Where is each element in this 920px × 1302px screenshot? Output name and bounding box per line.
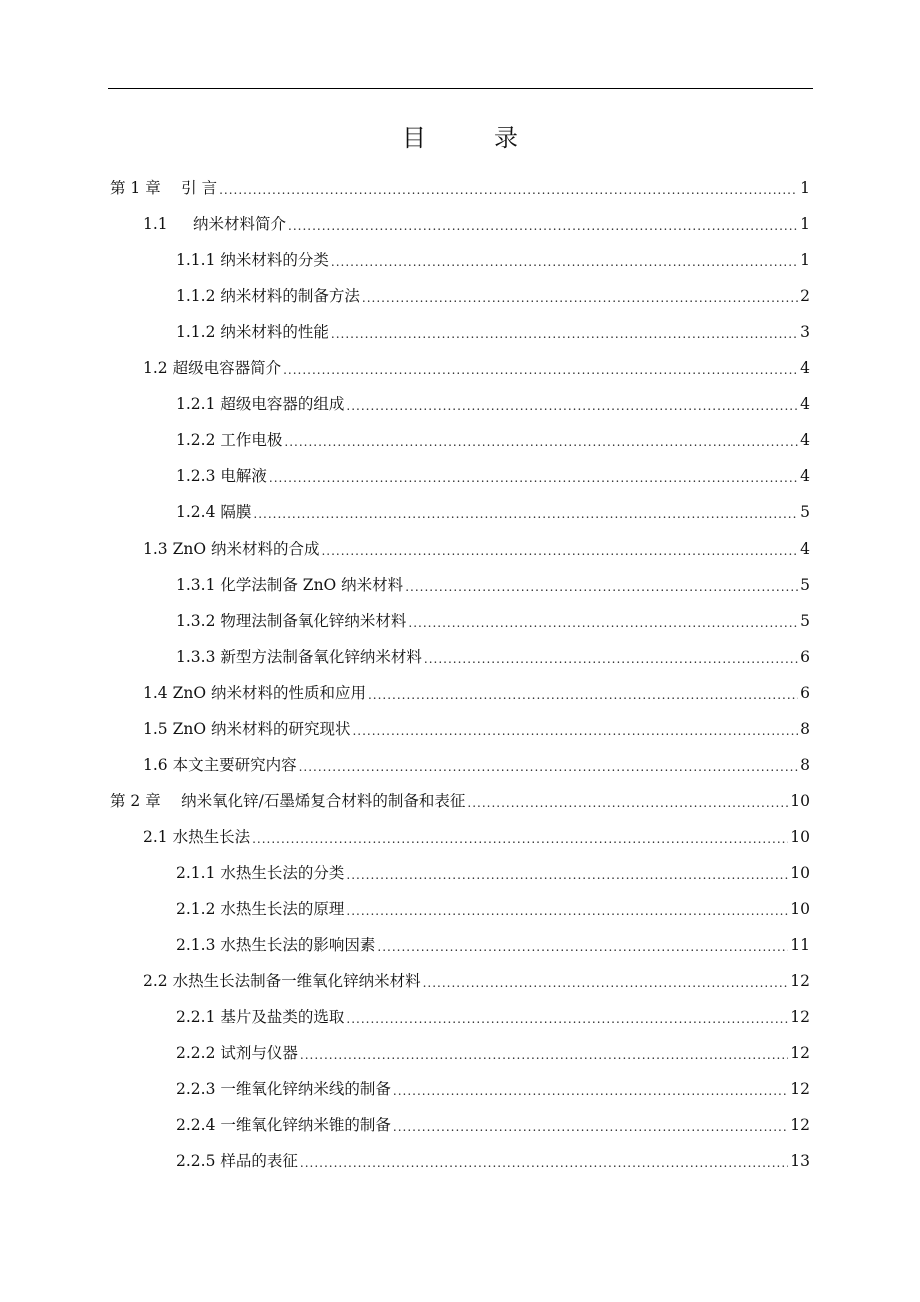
- toc-entry[interactable]: [143, 675, 810, 711]
- toc-leader-dots: [352, 713, 798, 749]
- toc-entry-label: 2.1.3 水热生长法的影响因素: [176, 936, 376, 955]
- toc-entry[interactable]: [176, 1071, 810, 1107]
- toc-leader-dots: [467, 785, 788, 821]
- toc-entry-page: 8: [800, 719, 810, 738]
- toc-entry-label: 1.2.2 工作电极: [176, 431, 283, 450]
- toc-entry-label: 1.3.3 新型方法制备氧化锌纳米材料: [176, 647, 422, 666]
- toc-entry-page: 6: [800, 683, 810, 702]
- toc-entry-page: 2: [800, 287, 810, 306]
- toc-entry-label: 1.3.2 物理法制备氧化锌纳米材料: [176, 611, 407, 630]
- toc-entry-label: 1.2.1 超级电容器的组成: [176, 395, 345, 414]
- toc-entry-label: 2.2.1 基片及盐类的选取: [176, 1008, 345, 1027]
- toc-entry-page: 13: [790, 1152, 810, 1171]
- toc-leader-dots: [346, 1001, 788, 1037]
- toc-entry-label: 1.3.1 化学法制备 ZnO 纳米材料: [176, 575, 404, 594]
- toc-leader-dots: [283, 352, 798, 388]
- toc-leader-dots: [299, 749, 799, 785]
- toc-entry[interactable]: [110, 170, 810, 206]
- toc-entry[interactable]: [176, 458, 810, 494]
- toc-entry-page: 5: [800, 611, 810, 630]
- toc-entry[interactable]: [176, 891, 810, 927]
- toc-leader-dots: [423, 965, 789, 1001]
- toc-leader-dots: [284, 424, 798, 460]
- toc-entry-page: 4: [800, 467, 810, 486]
- toc-entry[interactable]: [176, 278, 810, 314]
- toc-entry[interactable]: [143, 747, 810, 783]
- toc-entry[interactable]: [143, 711, 810, 747]
- toc-entry[interactable]: [176, 855, 810, 891]
- toc-entry[interactable]: [143, 531, 810, 567]
- toc-entry[interactable]: [176, 242, 810, 278]
- toc-entry[interactable]: [176, 1035, 810, 1071]
- toc-entry-label: 第 2 章 纳米氧化锌/石墨烯复合材料的制备和表征: [110, 791, 466, 810]
- toc-entry-page: 10: [790, 827, 810, 846]
- page-title: 目 录: [402, 124, 540, 152]
- toc-leader-dots: [408, 605, 798, 641]
- toc-entry-label: 2.2 水热生长法制备一维氧化锌纳米材料: [143, 972, 421, 991]
- toc-leader-dots: [368, 677, 798, 713]
- toc-entry[interactable]: [176, 639, 810, 675]
- toc-entry-page: 12: [790, 1008, 810, 1027]
- toc-entry-page: 6: [800, 647, 810, 666]
- toc-entry-page: 5: [800, 503, 810, 522]
- toc-entry-page: 12: [790, 1116, 810, 1135]
- toc-entry-label: 2.1 水热生长法: [143, 827, 251, 846]
- toc-leader-dots: [269, 460, 798, 496]
- toc-entry-label: 1.3 ZnO 纳米材料的合成: [143, 539, 320, 558]
- toc-leader-dots: [346, 857, 788, 893]
- toc-entry-page: 4: [800, 431, 810, 450]
- toc-leader-dots: [321, 533, 798, 569]
- toc-entry-page: 1: [800, 179, 810, 197]
- toc-entry[interactable]: [176, 999, 810, 1035]
- toc-leader-dots: [252, 821, 788, 857]
- toc-entry-label: 1.6 本文主要研究内容: [143, 755, 297, 774]
- toc-entry[interactable]: [143, 350, 810, 386]
- toc-entry-page: 4: [800, 395, 810, 414]
- toc-entry-page: 12: [790, 1044, 810, 1063]
- toc-entry[interactable]: [176, 927, 810, 963]
- toc-entry[interactable]: [143, 963, 810, 999]
- toc-leader-dots: [424, 641, 798, 677]
- toc-entry-page: 1: [800, 251, 810, 270]
- toc-entry-page: 4: [800, 539, 810, 558]
- toc-entry[interactable]: [176, 1143, 810, 1179]
- toc-entry-label: 1.2.4 隔膜: [176, 503, 252, 522]
- toc-entry-label: 1.1 纳米材料简介: [143, 215, 287, 234]
- toc-entry-label: 2.2.4 一维氧化锌纳米锥的制备: [176, 1116, 391, 1135]
- toc-entry-page: 12: [790, 1080, 810, 1099]
- toc-leader-dots: [346, 893, 788, 929]
- toc-entry-label: 1.1.2 纳米材料的性能: [176, 323, 329, 342]
- toc-leader-dots: [219, 172, 798, 208]
- toc-entry[interactable]: [176, 1107, 810, 1143]
- toc-entry-label: 1.4 ZnO 纳米材料的性质和应用: [143, 683, 366, 702]
- toc-leader-dots: [331, 316, 798, 352]
- toc-entry-label: 1.2.3 电解液: [176, 467, 267, 486]
- toc-entry-page: 5: [800, 575, 810, 594]
- toc-entry-page: 12: [790, 972, 810, 991]
- toc-entry-page: 10: [790, 900, 810, 918]
- toc-entry[interactable]: [176, 314, 810, 350]
- toc-entry-page: 3: [800, 323, 810, 342]
- toc-entry[interactable]: [176, 567, 810, 603]
- toc-leader-dots: [300, 1145, 788, 1181]
- header-rule: [108, 88, 813, 89]
- toc-entry-label: 第 1 章 引 言: [110, 179, 218, 197]
- toc-entry-page: 4: [800, 359, 810, 378]
- toc-entry[interactable]: [176, 603, 810, 639]
- toc-entry[interactable]: [110, 783, 810, 819]
- toc-entry-label: 1.1.2 纳米材料的制备方法: [176, 287, 360, 306]
- toc-entry-label: 2.1.2 水热生长法的原理: [176, 900, 345, 918]
- toc-leader-dots: [300, 1037, 788, 1073]
- toc-leader-dots: [405, 569, 798, 605]
- toc-entry[interactable]: [176, 422, 810, 458]
- toc-entry-page: 11: [790, 936, 810, 955]
- toc-entry-label: 2.2.5 样品的表征: [176, 1152, 298, 1171]
- toc-leader-dots: [253, 496, 798, 532]
- toc-entry-label: 2.2.3 一维氧化锌纳米线的制备: [176, 1080, 391, 1099]
- toc-entry-page: 1: [800, 215, 810, 234]
- toc-leader-dots: [393, 1073, 788, 1109]
- toc-leader-dots: [377, 929, 788, 965]
- toc-leader-dots: [288, 208, 798, 244]
- toc-entry[interactable]: [176, 386, 810, 422]
- toc-entry-label: 1.2 超级电容器简介: [143, 359, 282, 378]
- toc-leader-dots: [346, 388, 798, 424]
- toc-entry-label: 2.2.2 试剂与仪器: [176, 1044, 298, 1063]
- toc-entry[interactable]: [143, 819, 810, 855]
- toc-leader-dots: [331, 244, 798, 280]
- toc-entry[interactable]: [176, 494, 810, 530]
- toc-entry[interactable]: [143, 206, 810, 242]
- toc-entry-page: 8: [800, 755, 810, 774]
- toc-leader-dots: [362, 280, 798, 316]
- toc-leader-dots: [393, 1109, 788, 1145]
- toc-entry-label: 2.1.1 水热生长法的分类: [176, 863, 345, 882]
- toc-entry-label: 1.5 ZnO 纳米材料的研究现状: [143, 719, 351, 738]
- toc-entry-page: 10: [790, 791, 810, 810]
- toc-entry-page: 10: [790, 863, 810, 882]
- toc-entry-label: 1.1.1 纳米材料的分类: [176, 251, 329, 270]
